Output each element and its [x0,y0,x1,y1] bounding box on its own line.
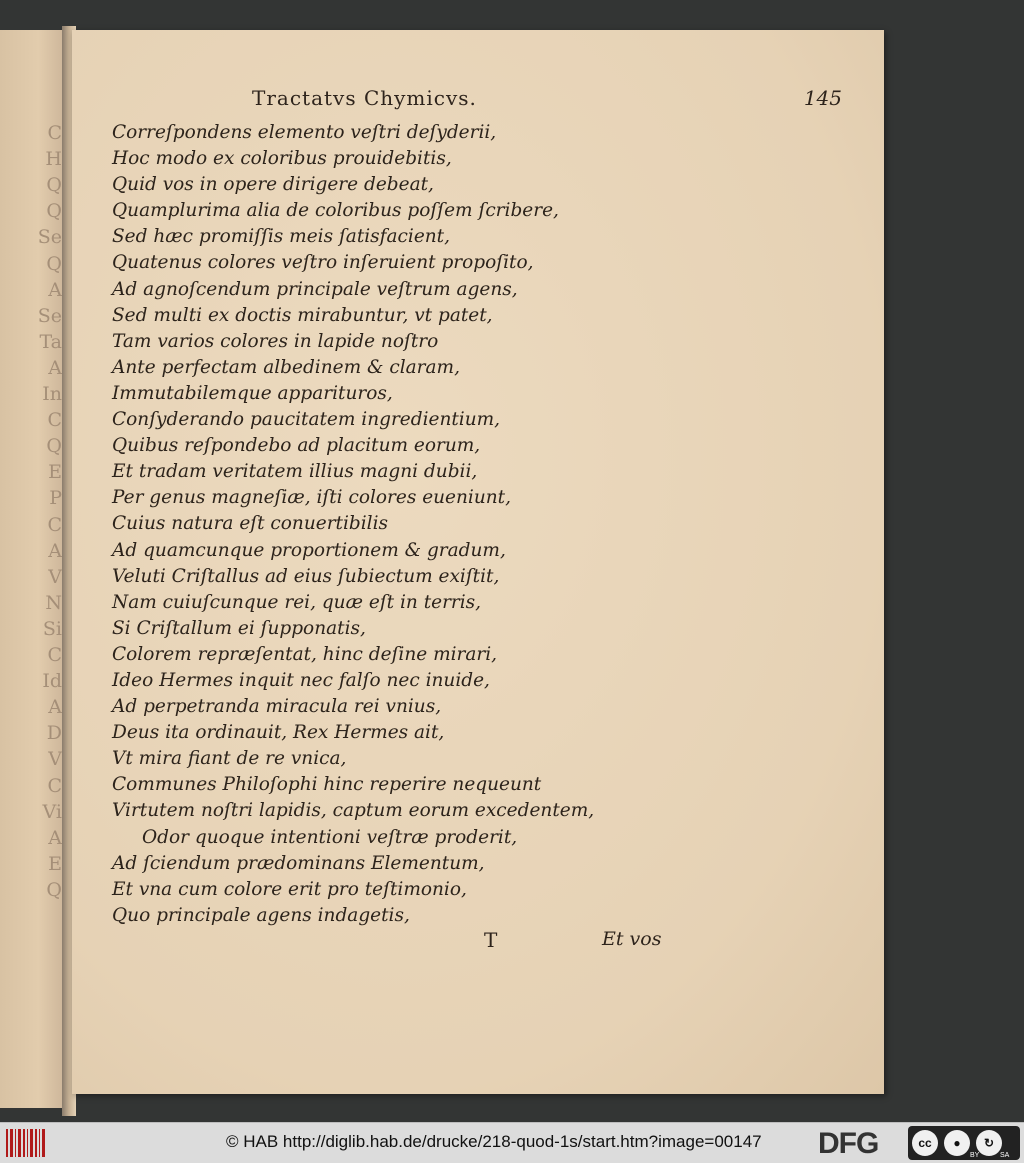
left-page-fragment: A [48,826,62,849]
cc-license-badge[interactable] [908,1126,1020,1160]
dfg-logo: DFG [818,1127,879,1160]
left-page-fragment: V [48,748,62,771]
text-line: Sed hæc promiſſis meis ſatisfacient, [112,226,450,248]
left-page-fragment: In [42,383,62,405]
left-page-fragment: A [48,278,62,301]
text-line: Deus ita ordinauit, Rex Hermes ait, [112,722,445,744]
left-page-fragment: Id [42,670,62,693]
signature-mark: T [484,928,498,952]
text-line: Ad agnoſcendum principale veſtrum agens, [112,278,518,300]
text-line: Correſpondens elemento veſtri deſyderii, [112,122,497,143]
text-line: Veluti Criſtallus ad eius ſubiectum exiſtit, [112,565,500,587]
left-page-fragment: Q [46,174,62,197]
left-page-fragment: C [47,644,62,666]
text-line: Ad perpetranda miracula rei vnius, [112,696,442,718]
left-page-fragment: E [48,461,62,484]
page-header [252,86,872,116]
text-line: Tam varios colores in lapide noſtro [112,330,439,352]
left-page-fragment: H [45,148,62,171]
left-page-fragment: Ta [39,330,62,353]
left-page-fragment: Q [46,878,62,901]
book-page [72,30,884,1094]
catchword: Et vos [602,928,662,950]
left-page-fragment: Q [46,252,62,275]
text-line: Conſyderando paucitatem ingredientium, [112,409,501,431]
text-line: Odor quoque intentioni veſtræ proderit, [142,826,518,848]
hab-logo-icon [6,1129,46,1157]
page-number: 145 [803,86,842,110]
left-page-fragment: A [48,696,62,719]
text-line: Nam cuiuſcunque rei, quæ eſt in terris, [112,591,482,613]
text-line: Sed multi ex doctis mirabuntur, vt patet, [112,304,493,326]
text-line: Quatenus colores veſtro inſeruient propoſito, [112,252,534,274]
left-page-fragment: V [48,565,62,588]
left-page-fragment: N [45,591,62,614]
text-line: Quibus reſpondebo ad placitum eorum, [112,435,481,457]
running-head: Tractatvs Chymicvs. [252,86,477,110]
left-page-fragment: A [48,539,62,562]
text-line: Ideo Hermes inquit nec falſo nec inuide, [112,669,490,691]
attribution-icon: ● [944,1130,970,1156]
cc-icon: cc [912,1130,938,1156]
left-page-fragment: A [48,356,62,379]
text-line: Quo principale agens indagetis, [112,904,410,926]
left-page-fragment: Q [46,435,62,458]
left-page-fragment: P [49,487,62,510]
text-line: Si Criſtallum ei ſupponatis, [112,617,366,639]
left-page-fragment: Se [37,226,62,249]
text-line: Ad ſciendum prædominans Elementum, [112,852,485,874]
left-page-fragment: E [48,852,62,875]
copyright-credit[interactable]: © HAB http://diglib.hab.de/drucke/218-quod-1s/start.htm?image=00147 [226,1132,762,1151]
text-line: Immutabilemque apparituros, [112,382,393,404]
left-page-fragment: D [46,722,62,745]
text-line: Vt mira fiant de re vnica, [112,748,347,770]
text-line: Hoc modo ex coloribus prouidebitis, [112,148,452,170]
text-line: Colorem repræſentat, hinc deſine mirari, [112,643,498,665]
footer-bar [0,1122,1024,1163]
text-line: Ad quamcunque proportionem & gradum, [112,539,506,561]
left-page-fragment: Si [42,617,62,640]
left-page-fragment: C [47,774,62,797]
left-page-fragment: C [47,409,62,432]
text-line: Ante perfectam albedinem & claram, [112,356,460,378]
text-line: Quamplurima alia de coloribus poſſem ſcribere, [112,200,559,222]
verse-text [112,120,852,929]
text-line: Communes Philoſophi hinc reperire nequeunt [112,774,542,796]
text-line: Cuius natura eſt conuertibilis [112,513,388,535]
sa-label: SA [1000,1152,1010,1159]
text-line: Virtutem noſtri lapidis, captum eorum excedentem, [112,800,595,822]
text-line: Per genus magneſiæ, iſti colores eueniunt, [112,487,511,509]
by-label: BY [970,1152,980,1159]
left-page-fragment: Q [46,200,62,223]
share-alike-icon: ↻ [976,1130,1002,1156]
left-page-fragment: C [47,513,62,536]
left-facing-page [0,30,64,1108]
left-page-fragment: Vi [42,800,62,823]
left-page-fragment: Se [37,304,62,327]
text-line: Quid vos in opere dirigere debeat, [112,174,434,196]
text-line: Et vna cum colore erit pro teſtimonio, [112,878,467,900]
text-line: Et tradam veritatem illius magni dubii, [112,461,478,483]
left-page-fragment: C [47,122,62,144]
